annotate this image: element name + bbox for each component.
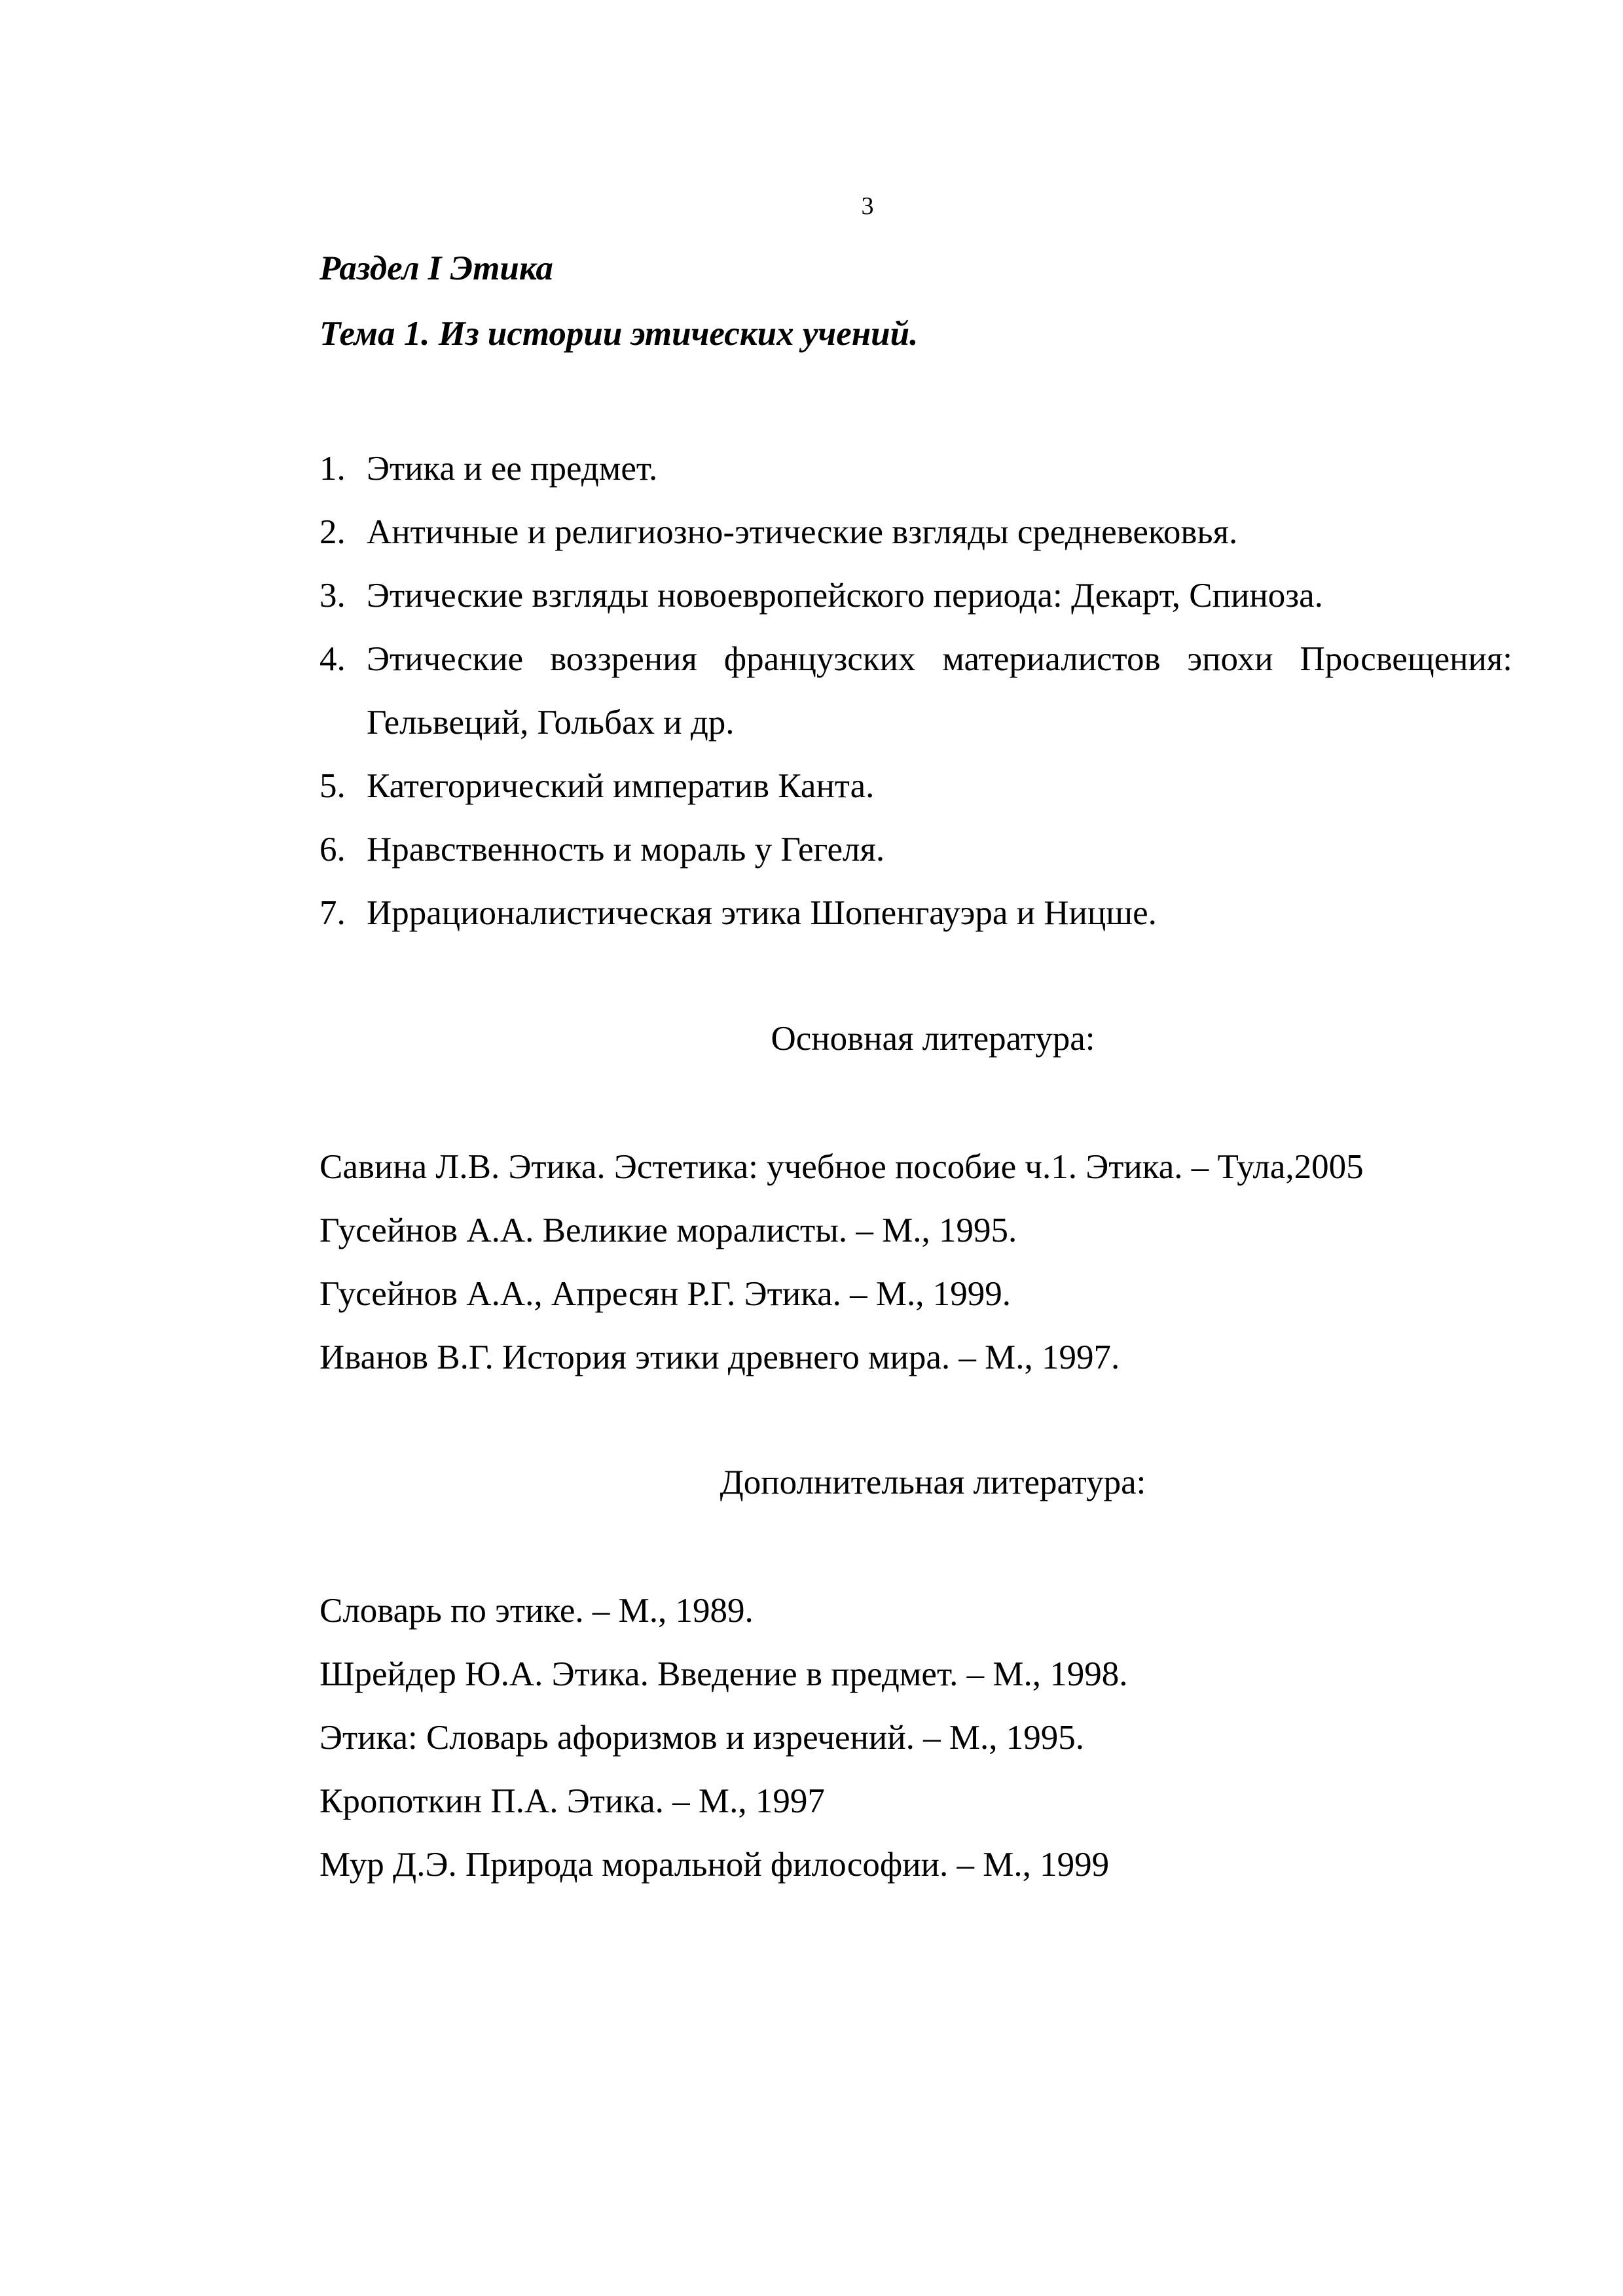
list-item xyxy=(319,501,1512,564)
literature-item: Савина Л.В. Этика. Эстетика: учебное пособие ч.1. Этика. – Тула,2005 xyxy=(319,1148,1364,1186)
literature-item: Гусейнов А.А. Великие моралисты. – М., 1995. xyxy=(319,1211,1017,1249)
page-number: 3 xyxy=(861,192,874,220)
section-title: Раздел I Этика xyxy=(319,249,553,287)
additional-literature-list xyxy=(319,1579,1128,1897)
topic-title: Тема 1. Из истории этических учений. xyxy=(319,315,919,353)
main-literature-heading: Основная литература: xyxy=(771,1020,1095,1058)
list-item-text: Нравственность и мораль у Гегеля. xyxy=(367,831,885,869)
list-item xyxy=(319,628,1512,755)
list-item xyxy=(319,564,1512,628)
list-item-text: Этические взгляды новоевропейского периода: Декарт, Спиноза. xyxy=(367,577,1323,615)
list-item xyxy=(319,882,1512,945)
list-item-number: 2. xyxy=(319,513,346,551)
topic-question-list xyxy=(319,437,1512,945)
literature-item: Словарь по этике. – М., 1989. xyxy=(319,1592,754,1630)
list-item xyxy=(319,437,1512,501)
list-item-text: Этика и ее предмет. xyxy=(367,450,658,488)
list-item-number: 1. xyxy=(319,450,346,488)
list-item-number: 6. xyxy=(319,831,346,869)
main-literature-list xyxy=(319,1136,1364,1390)
literature-item: Этика: Словарь афоризмов и изречений. – М., 1995. xyxy=(319,1719,1085,1757)
literature-item: Гусейнов А.А., Апресян Р.Г. Этика. – М., 1999. xyxy=(319,1275,1011,1313)
list-item xyxy=(319,818,1512,882)
literature-item: Шрейдер Ю.А. Этика. Введение в предмет. – М., 1998. xyxy=(319,1655,1128,1693)
list-item-number: 7. xyxy=(319,894,346,932)
list-item-text: Этические воззрения французских материалистов эпохи Просвещения: Гельвеций, Гольбах и др. xyxy=(367,640,1512,742)
literature-item: Иванов В.Г. История этики древнего мира. – М., 1997. xyxy=(319,1338,1120,1376)
list-item-number: 5. xyxy=(319,767,346,805)
list-item-number: 4. xyxy=(319,640,346,678)
literature-item: Кропоткин П.А. Этика. – М., 1997 xyxy=(319,1782,825,1820)
additional-literature-heading: Дополнительная литература: xyxy=(720,1463,1146,1501)
list-item-number: 3. xyxy=(319,577,346,615)
literature-item: Мур Д.Э. Природа моральной философии. – М., 1999 xyxy=(319,1846,1110,1884)
list-item xyxy=(319,755,1512,818)
list-item-text: Иррационалистическая этика Шопенгауэра и Ницше. xyxy=(367,894,1157,932)
list-item-text: Категорический императив Канта. xyxy=(367,767,875,805)
list-item-text: Античные и религиозно-этические взгляды средневековья. xyxy=(367,513,1238,551)
